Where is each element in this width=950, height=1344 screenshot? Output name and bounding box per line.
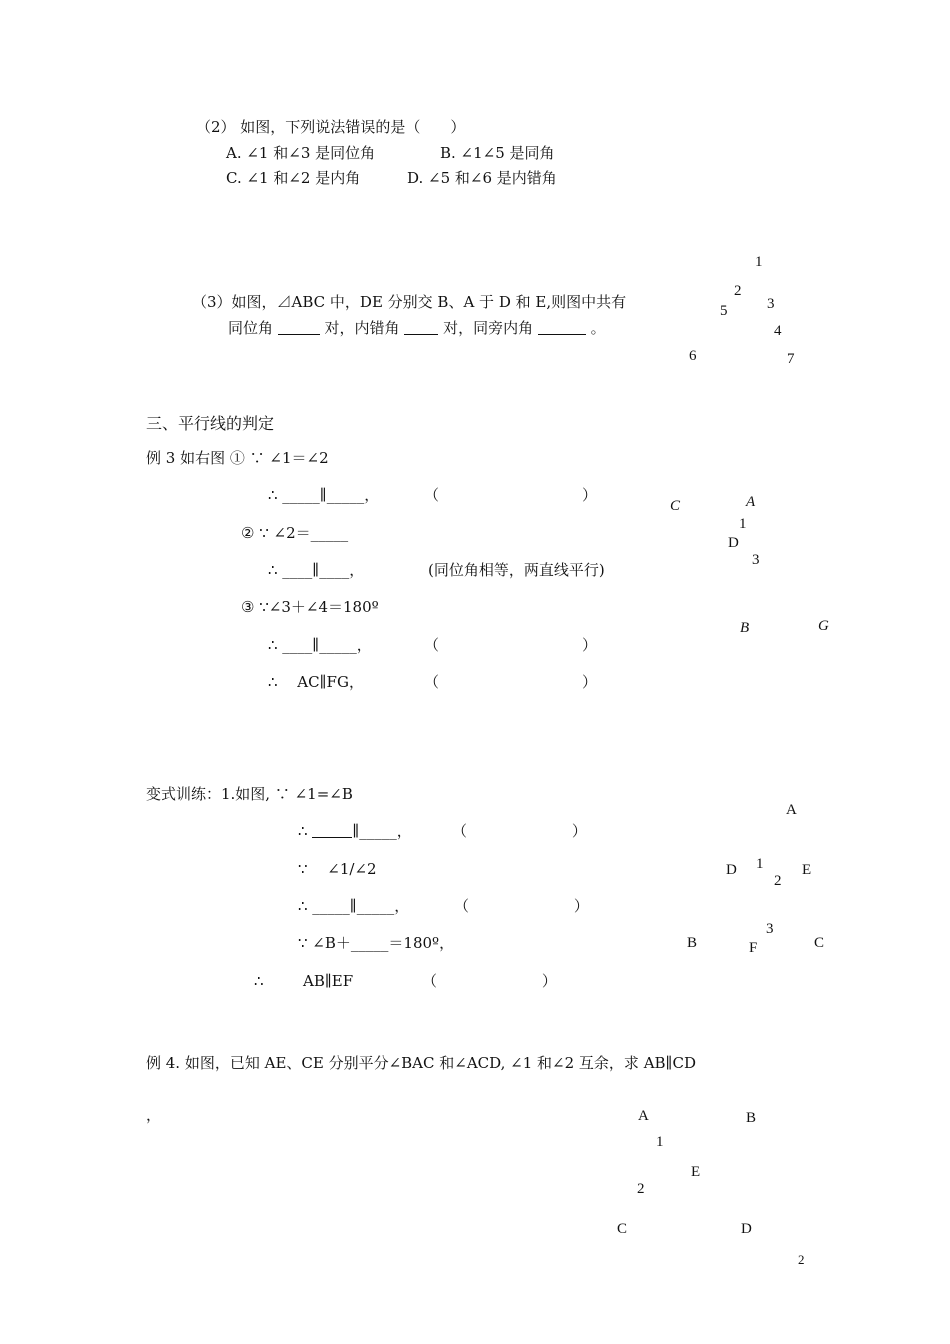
ex3-reason-2: (同位角相等，两直线平行): [428, 561, 605, 579]
var1-line6-conclusion: AB∥EF: [303, 972, 354, 990]
fig3-label-c: C: [814, 935, 825, 951]
ex3-line6: ∴ ____∥_____，: [268, 636, 372, 654]
ex4-line1: 例 4. 如图，已知 AE、CE 分别平分∠BAC 和∠ACD, ∠1 和∠2 互余，求 AB∥CD: [146, 1054, 696, 1072]
fig3-label-1: 1: [756, 856, 764, 872]
var1-reason-3: （ ）: [422, 972, 557, 990]
var1-line3: ∵ ∠1/∠2: [298, 860, 377, 878]
fig2-label-b: B: [740, 620, 750, 636]
fig1-label-7: 7: [787, 351, 795, 367]
q3-line1: （3）如图，⊿ABC 中，DE 分别交 B、A 于 D 和 E,则图中共有: [192, 293, 627, 311]
fig3-label-e: E: [802, 862, 812, 878]
ex3-line3: ② ∵ ∠2＝_____: [241, 524, 349, 542]
fig3-label-2: 2: [774, 873, 782, 889]
var1-line1: 变式训练：1.如图, ∵ ∠1=∠B: [146, 785, 353, 803]
fig1-label-1: 1: [755, 254, 763, 270]
fig3-label-b: B: [687, 935, 698, 951]
fig4-label-2: 2: [637, 1181, 645, 1197]
blank[interactable]: [278, 320, 320, 335]
q2-option-c: C. ∠1 和∠2 是内角: [226, 169, 361, 187]
fig4-label-d: D: [741, 1221, 752, 1237]
fig2-label-g: G: [818, 618, 829, 634]
fig2-label-a: A: [746, 494, 756, 510]
fig3-label-a: A: [786, 802, 797, 818]
ex4-comma: ，: [146, 1106, 162, 1124]
fig1-label-4: 4: [774, 323, 782, 339]
ex3-reason-4: （ ）: [424, 673, 598, 691]
fig2-label-c: C: [670, 498, 681, 514]
fig4-label-a: A: [638, 1108, 649, 1124]
ex3-reason-1: （ ）: [424, 486, 598, 504]
fig2-label-1: 1: [739, 516, 747, 532]
var1-line4: ∴ _____∥_____，: [298, 897, 410, 915]
q3-line2: 同位角 对，内错角 对，同旁内角 。: [228, 319, 606, 337]
var1-line2: ∴ ∥_____，: [298, 822, 412, 840]
blank[interactable]: [404, 320, 438, 335]
page-number: 2: [798, 1252, 805, 1267]
fig2-label-d: D: [728, 535, 739, 551]
blank[interactable]: [538, 320, 586, 335]
fig1-label-2: 2: [734, 283, 742, 299]
ex3-line5: ③ ∵∠3＋∠4＝180º: [241, 598, 379, 616]
ex3-line1: 例 3 如右图 ① ∵ ∠1＝∠2: [146, 449, 329, 467]
q2-option-b: B. ∠1∠5 是同角: [440, 144, 555, 162]
var1-reason-2: （ ）: [454, 897, 589, 915]
fig4-label-1: 1: [656, 1134, 664, 1150]
var1-line5: ∵ ∠B＋_____＝180º，: [298, 934, 455, 952]
var1-reason-1: （ ）: [452, 822, 587, 840]
fig3-label-3: 3: [766, 921, 774, 937]
fig3-label-d: D: [726, 862, 737, 878]
fig4-label-c: C: [617, 1221, 628, 1237]
fig3-label-f: F: [749, 940, 758, 956]
fig4-label-e: E: [691, 1164, 701, 1180]
ex3-line2: ∴ _____∥_____，: [268, 486, 380, 504]
blank[interactable]: [312, 823, 352, 838]
q2-stem: （2） 如图，下列说法错误的是（ ）: [196, 118, 466, 136]
ex3-line4: ∴ ____∥____，: [268, 561, 365, 579]
fig1-label-6: 6: [689, 348, 697, 364]
fig1-label-5: 5: [720, 303, 728, 319]
section-title: 三、平行线的判定: [146, 414, 275, 433]
ex3-line7: ∴ AC∥FG，: [268, 673, 364, 691]
fig2-label-3: 3: [752, 552, 760, 568]
var1-line6-therefore: ∴: [254, 972, 264, 990]
ex3-reason-3: （ ）: [424, 636, 598, 654]
fig4-label-b: B: [746, 1110, 757, 1126]
q2-option-a: A. ∠1 和∠3 是同位角: [226, 144, 376, 162]
fig1-label-3: 3: [767, 296, 775, 312]
q2-option-d: D. ∠5 和∠6 是内错角: [407, 169, 557, 187]
